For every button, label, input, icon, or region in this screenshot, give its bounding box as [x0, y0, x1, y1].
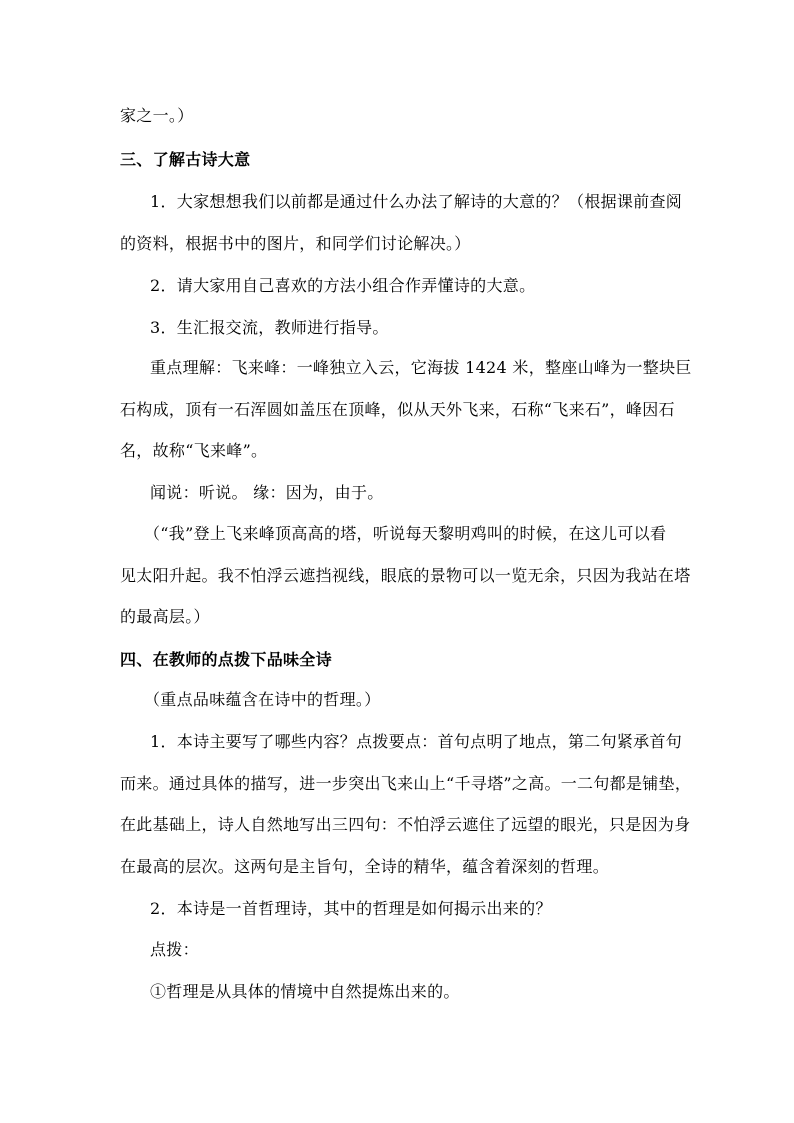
text-line: 1．大家想想我们以前都是通过什么办法了解诗的大意的？（根据课前查阅 — [150, 192, 683, 211]
text-line: 石构成，顶有一石浑圆如盖压在顶峰，似从天外飞来，石称“飞来石”，峰因石 — [120, 400, 675, 419]
text-line: 闻说：听说。 缘：因为，由于。 — [150, 483, 384, 502]
text-line: 的最高层。） — [120, 607, 210, 626]
text-line: （“我”登上飞来峰顶高高的塔，听说每天黎明鸡叫的时候，在这儿可以看 — [144, 524, 667, 543]
text-line: 家之一。） — [120, 106, 194, 125]
text-line: 2．本诗是一首哲理诗，其中的哲理是如何揭示出来的？ — [150, 899, 552, 918]
section-heading-3: 三、了解古诗大意 — [120, 150, 251, 169]
text-line: 重点理解：飞来峰：一峰独立入云，它海拔 1424 米，整座山峰为一整块巨 — [150, 358, 692, 377]
text-line: 在此基础上，诗人自然地写出三四句：不怕浮云遮住了远望的眼光，只是因为身 — [120, 815, 691, 834]
text-line: 点拨： — [150, 940, 199, 959]
text-line: 1．本诗主要写了哪些内容？点拨要点：首句点明了地点，第二句紧承首句 — [150, 732, 683, 751]
text-line: 在最高的层次。这两句是主旨句，全诗的精华，蕴含着深刻的哲理。 — [120, 857, 610, 876]
text-line: 的资料，根据书中的图片，和同学们讨论解决。） — [120, 234, 471, 253]
text-line: 名，故称“飞来峰”。 — [120, 441, 268, 460]
text-line: （重点品味蕴含在诗中的哲理。） — [144, 690, 381, 709]
text-line: ①哲理是从具体的情境中自然提炼出来的。 — [150, 982, 460, 1001]
text-line: 2．请大家用自己喜欢的方法小组合作弄懂诗的大意。 — [150, 276, 536, 295]
text-line: 见太阳升起。我不怕浮云遮挡视线，眼底的景物可以一览无余，只因为我站在塔 — [120, 566, 691, 585]
section-heading-4: 四、在教师的点拨下品味全诗 — [120, 650, 332, 669]
text-line: 3．生汇报交流，教师进行指导。 — [150, 318, 389, 337]
text-line: 而来。通过具体的描写，进一步突出飞来山上“千寻塔”之高。一二句都是铺垫， — [120, 774, 692, 793]
